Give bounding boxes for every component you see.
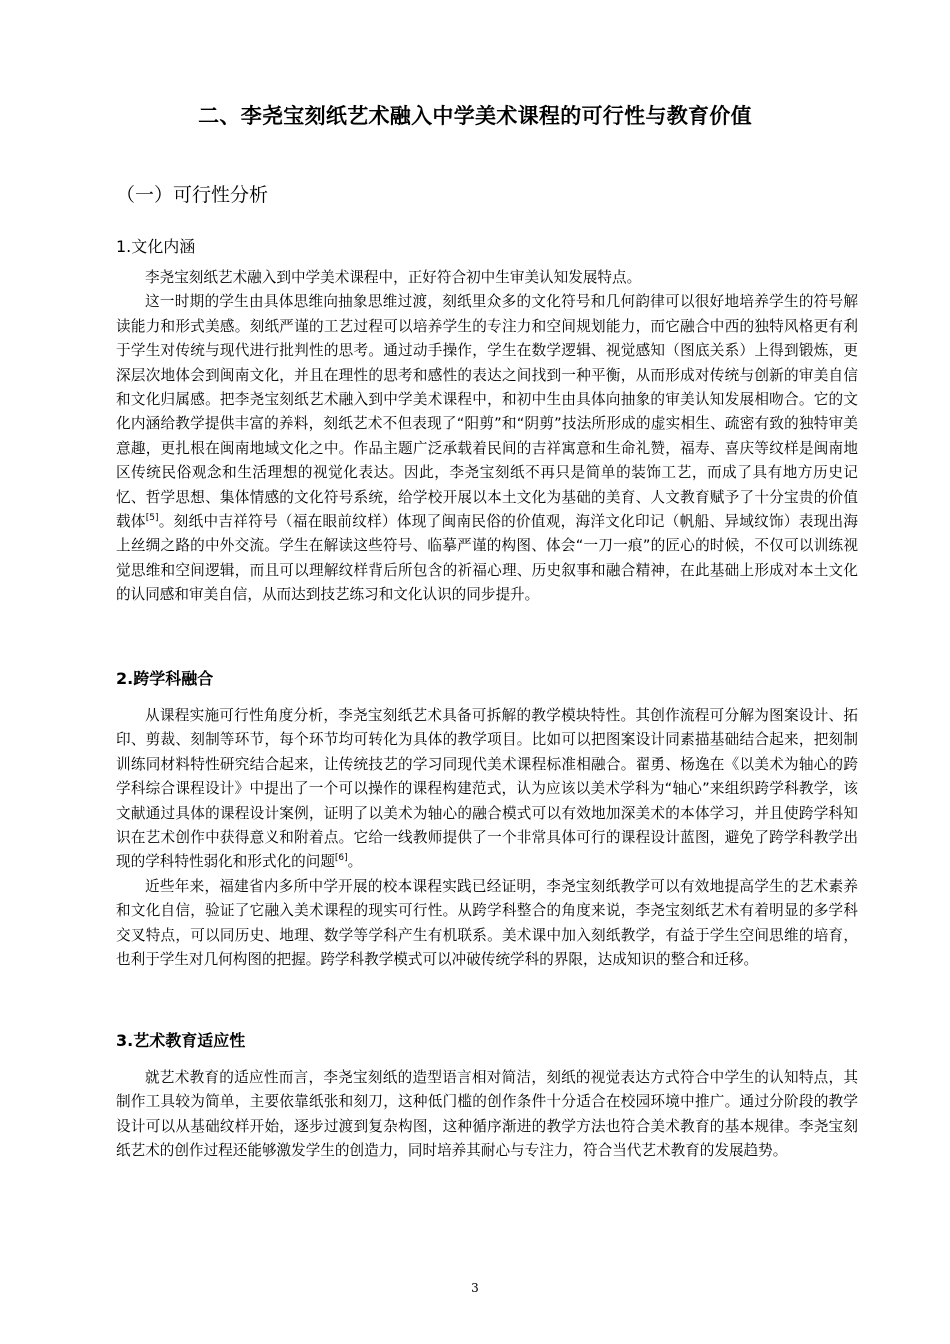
paragraph: 李尧宝刻纸艺术融入到中学美术课程中，正好符合初中生审美认知发展特点。 — [145, 269, 642, 286]
subsection-heading-culture: 1.文化内涵 — [116, 237, 196, 256]
page-title: 二、李尧宝刻纸艺术融入中学美术课程的可行性与教育价值 — [198, 104, 752, 128]
subsection-body-culture — [116, 266, 858, 608]
citation-marker: [6] — [334, 853, 348, 864]
subsection-heading-art-education: 3.艺术教育适应性 — [116, 1031, 246, 1050]
paragraph — [116, 290, 858, 607]
subsection-body-art-education — [116, 1066, 858, 1164]
subsection-body-interdisciplinary — [116, 704, 858, 972]
citation-marker: [5] — [145, 513, 159, 524]
subsection-heading-interdisciplinary: 2.跨学科融合 — [116, 669, 214, 688]
paragraph-text: 这一时期的学生由具体思维向抽象思维过渡，刻纸里众多的文化符号和几何韵律可以很好地培养学生的符号解读能力和形式美感。刻纸严谨的工艺过程可以培养学生的专注力和空间规划能力，而它融合中西的独特风格更有利于学生对传统与现代进行批判性的思考。通过动手操作，学生在数学逻辑、视觉感知（图底关系）上得到锻炼，更深层次地体会到闽南文化，并且在理性的思考和感性的表达之间找到一种平衡，从而形成对传统与创新的审美自信和文化归属感。把李尧宝刻纸艺术融入到中学美术课程中，和初中生由具体向抽象的审美认知发展相吻合。它的文化内涵给教学提供丰富的养料，刻纸艺术不但表现了“阳剪”和“阴剪”技法所形成的虚实相生、疏密有致的独特审美意趣，更扎根在闽南地域文化之中。作品主题广泛承载着民间的吉祥寓意和生命礼赞，福寿、喜庆等纹样是闽南地区传统民俗观念和生活理想的视觉化表达。因此，李尧宝刻纸不再只是简单的装饰工艺，而成了具有地方历史记忆、哲学思想、集体情感的文化符号系统，给学校开展以本土文化为基础的美育、人文教育赋予了十分宝贵的价值载体 — [116, 293, 858, 531]
page-number: 3 — [471, 1281, 479, 1295]
paragraph-text: 。刻纸中吉祥符号（福在眼前纹样）体现了闽南民俗的价值观，海洋文化印记（帆船、异域纹饰）表现出海上丝绸之路的中外交流。学生在解读这些符号、临摹严谨的构图、体会“一刀一痕”的匠心的时候，不仅可以训练视觉思维和空间逻辑，而且可以理解纹样背后所包含的祈福心理、历史叙事和融合精神，在此基础上形成对本土文化的认同感和审美自信，从而达到技艺练习和文化认识的同步提升。 — [116, 513, 858, 604]
paragraph: 就艺术教育的适应性而言，李尧宝刻纸的造型语言相对简洁，刻纸的视觉表达方式符合中学生的认知特点，其制作工具较为简单，主要依靠纸张和刻刀，这种低门槛的创作条件十分适合在校园环境中推广。通过分阶段的教学设计可以从基础纹样开始，逐步过渡到复杂构图，这种循序渐进的教学方法也符合美术教育的基本规律。李尧宝刻纸艺术的创作过程还能够激发学生的创造力，同时培养其耐心与专注力，符合当代艺术教育的发展趋势。 — [116, 1069, 858, 1160]
paragraph-text: 。 — [347, 853, 363, 871]
paragraph: 近些年来，福建省内多所中学开展的校本课程实践已经证明，李尧宝刻纸教学可以有效地提高学生的艺术素养和文化自信，验证了它融入美术课程的现实可行性。从跨学科整合的角度来说，李尧宝刻纸艺术有着明显的多学科交叉特点，可以同历史、地理、数学等学科产生有机联系。美术课中加入刻纸教学，有益于学生空间思维的培育，也利于学生对几何构图的把握。跨学科教学模式可以冲破传统学科的界限，达成知识的整合和迁移。 — [116, 877, 858, 969]
section-heading: （一）可行性分析 — [116, 184, 269, 206]
paragraph-text: 从课程实施可行性角度分析，李尧宝刻纸艺术具备可拆解的教学模块特性。其创作流程可分解为图案设计、拓印、剪裁、刻制等环节，每个环节均可转化为具体的教学项目。比如可以把图案设计同素描基础结合起来，把刻制训练同材料特性研究结合起来，让传统技艺的学习同现代美术课程标准相融合。翟勇、杨逸在《以美术为轴心的跨学科综合课程设计》中提出了一个可以操作的课程构建范式，认为应该以美术学科为“轴心”来组织跨学科教学，该文献通过具体的课程设计案例，证明了以美术为轴心的融合模式可以有效地加深美术的本体学习，并且使跨学科知识在艺术创作中获得意义和附着点。它给一线教师提供了一个非常具体可行的课程设计蓝图，避免了跨学科教学出现的学科特性弱化和形式化的问题 — [116, 707, 858, 871]
paragraph — [116, 704, 858, 875]
